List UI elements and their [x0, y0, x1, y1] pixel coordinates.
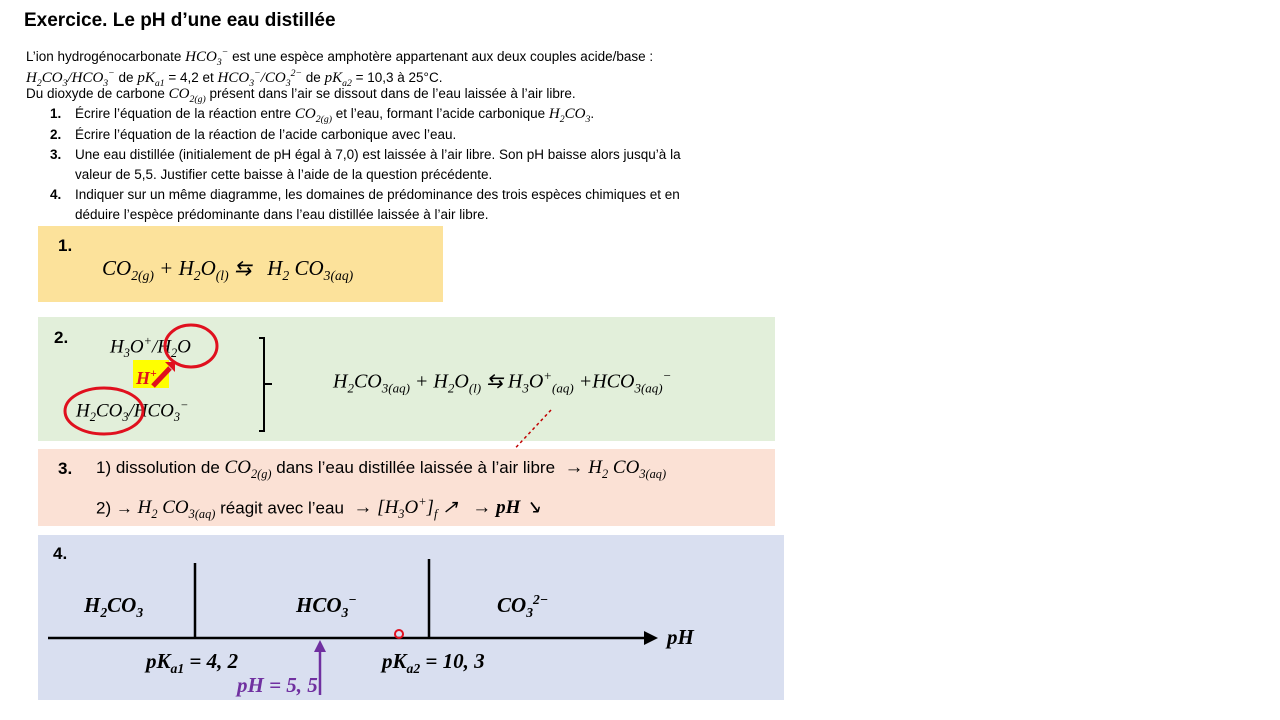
- species-h2co3: $H_2CO_3$: [84, 593, 144, 621]
- species-co3: $CO_3^{2-}$: [497, 592, 549, 621]
- question-3-line-2: valeur de 5,5. Justifier cette baisse à l’aide de la question précédente.: [75, 167, 493, 182]
- question-4-number: 4.: [50, 187, 62, 202]
- pka2-label: $pK_{a2} = 10$, 3: [382, 649, 485, 677]
- answer-4-label: 4.: [53, 544, 68, 563]
- question-4-line-1: Indiquer sur un même diagramme, les domaines de prédominance des trois espèces chimiques et en: [75, 187, 680, 202]
- intro-line-2: $H_2CO_3/HCO_3^-$ de $pK_{a1} = 4,2$ et $HCO_3^-/CO_3^{2-}$ de $pK_{a2} = 10,3$ à 25°C.: [26, 68, 443, 89]
- answer-3-line-2: $2) \to H_2$ $CO_{3(aq)}$ réagit avec l’eau → $[H_3O^+]_f$ ↗ → pH ↘: [96, 495, 542, 522]
- axis-label-ph: pH: [667, 625, 694, 649]
- question-2-text: Écrire l’équation de la réaction de l’acide carbonique avec l’eau.: [75, 127, 457, 142]
- species-hco3: $HCO_3^-$: [296, 592, 357, 621]
- answer-3-label: 3.: [58, 459, 73, 478]
- question-1-text: Écrire l’équation de la réaction entre $CO_{2(g)}$ et l’eau, formant l’acide carbonique $H_2CO_3$.: [75, 106, 595, 125]
- pka1-label: $pK_{a1} = 4$, 2: [146, 649, 239, 677]
- question-1-number: 1.: [50, 106, 62, 121]
- intro-line-3: Du dioxyde de carbone $CO_{2(g)}$ présent dans l’air se dissout dans de l’eau laissée à l’air libre.: [26, 86, 576, 105]
- answer-2-label: 2.: [54, 328, 69, 347]
- question-3-number: 3.: [50, 147, 62, 162]
- intro-line-1: L’ion hydrogénocarbonate $HCO_3^-$ est une espèce amphotère appartenant aux deux couples acide/base :: [26, 47, 654, 68]
- answer-2-equation: $H_2CO_{3(aq)} + H_2O_{(l)}$ ⇆ $H_3O^+_{(aq)} +HCO_{3(aq)}^-$: [333, 368, 672, 396]
- answer-3-line-1: 1) dissolution de $CO_{2(g)}$ dans l’eau distillée laissée à l’air libre → $H_2$ $CO_{3(aq)}$: [96, 457, 667, 481]
- ph-value-label: pH = 5, 5: [237, 673, 318, 697]
- couple-h3o-h2o: $H_3O^+/H_2O$: [110, 334, 191, 361]
- exercise-title: Exercice. Le pH d’une eau distillée: [24, 10, 336, 31]
- answer-1-label: 1.: [58, 236, 73, 255]
- ph-marker-arrowhead: [314, 640, 326, 652]
- question-3-line-1: Une eau distillée (initialement de pH égal à 7,0) est laissée à l’air libre. Son pH baisse alors jusqu’à la: [75, 147, 681, 162]
- proton-highlight: H+: [133, 360, 169, 388]
- couple-h2co3-hco3: $H_2CO_3/HCO_3^-$: [76, 398, 189, 425]
- ph-axis-arrowhead: [644, 631, 658, 645]
- question-2-number: 2.: [50, 127, 62, 142]
- answer-1-equation: $CO_{2(g)} + H_2O_{(l)}$ ⇆ $H_2$ $CO_{3(aq)}$: [102, 256, 354, 284]
- question-4-line-2: déduire l’espèce prédominante dans l’eau distillée laissée à l’air libre.: [75, 207, 489, 222]
